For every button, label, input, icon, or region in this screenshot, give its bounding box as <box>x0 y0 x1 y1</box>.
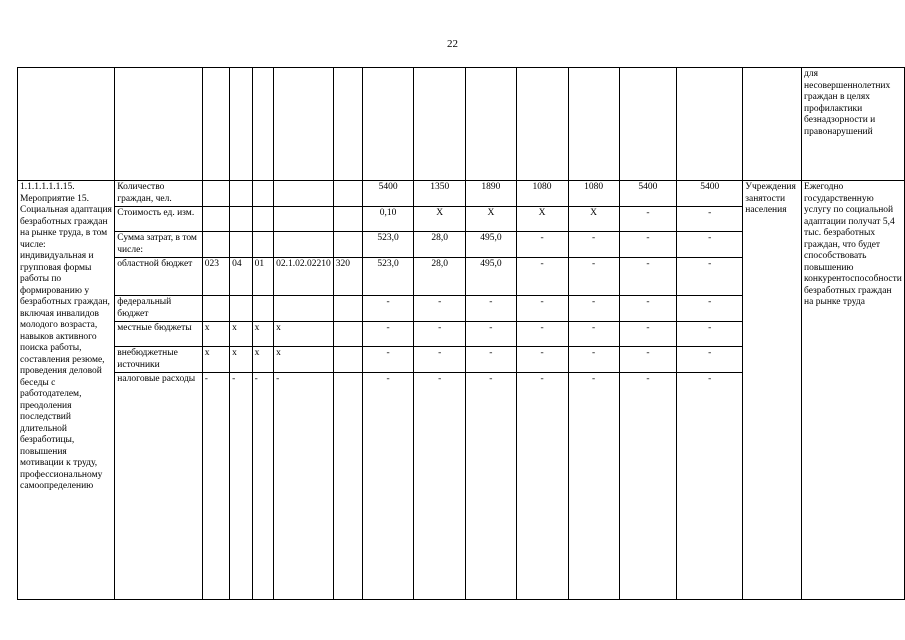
empty-cell <box>274 68 334 181</box>
value-cell: - <box>619 347 677 373</box>
value-cell: - <box>619 258 677 296</box>
empty-cell <box>414 68 466 181</box>
value-cell: Х <box>414 207 466 232</box>
code-cell: х <box>274 322 334 347</box>
row-label-cell: Стоимость ед. изм. <box>115 207 202 232</box>
code-cell: х <box>202 347 229 373</box>
empty-cell <box>362 68 413 181</box>
value-cell: - <box>568 373 619 600</box>
value-cell: - <box>677 322 743 347</box>
value-cell: - <box>466 373 516 600</box>
value-cell: - <box>362 373 413 600</box>
code-cell: х <box>202 322 229 347</box>
value-cell: 28,0 <box>414 258 466 296</box>
empty-cell <box>619 68 677 181</box>
row-label-cell: внебюджетные источники <box>115 347 202 373</box>
code-cell <box>274 296 334 322</box>
value-cell: - <box>516 322 568 347</box>
value-cell: 523,0 <box>362 232 413 258</box>
value-cell: - <box>677 207 743 232</box>
value-cell: - <box>677 232 743 258</box>
code-cell: - <box>202 373 229 600</box>
value-cell: - <box>677 258 743 296</box>
value-cell: - <box>568 347 619 373</box>
code-cell: х <box>274 347 334 373</box>
code-cell: 04 <box>230 258 252 296</box>
value-cell: - <box>619 373 677 600</box>
program-table <box>17 67 905 600</box>
continuation-row <box>18 68 905 181</box>
value-cell: 28,0 <box>414 232 466 258</box>
empty-cell <box>115 68 202 181</box>
code-cell: 01 <box>252 258 274 296</box>
code-cell <box>274 232 334 258</box>
value-cell: - <box>677 296 743 322</box>
value-cell: - <box>619 232 677 258</box>
result-cell: Ежегодно государственную услугу по социальной адаптации получат 5,4 тыс. безработных граждан, что будет способствовать повышению конкурентоспособности безработных граждан на рынке труда <box>802 181 905 600</box>
empty-cell <box>466 68 516 181</box>
code-cell: 023 <box>202 258 229 296</box>
empty-cell <box>568 68 619 181</box>
empty-cell <box>743 68 802 181</box>
code-cell <box>333 232 362 258</box>
code-cell <box>333 322 362 347</box>
value-cell: - <box>568 258 619 296</box>
row-label-cell: местные бюджеты <box>115 322 202 347</box>
empty-cell <box>677 68 743 181</box>
code-cell <box>252 232 274 258</box>
value-cell: - <box>619 296 677 322</box>
code-cell <box>230 296 252 322</box>
value-cell: - <box>568 322 619 347</box>
code-cell: - <box>274 373 334 600</box>
value-cell: 523,0 <box>362 258 413 296</box>
code-cell: 02.1.02.02210 <box>274 258 334 296</box>
code-cell <box>333 296 362 322</box>
executor-cell: Учреждения занятости населения <box>743 181 802 600</box>
value-cell: Х <box>516 207 568 232</box>
value-cell: 0,10 <box>362 207 413 232</box>
code-cell <box>252 181 274 207</box>
code-cell <box>230 207 252 232</box>
value-cell: - <box>619 207 677 232</box>
value-cell: - <box>414 347 466 373</box>
value-cell: - <box>362 322 413 347</box>
value-cell: 1080 <box>568 181 619 207</box>
page-number: 22 <box>447 38 458 50</box>
code-cell <box>333 207 362 232</box>
value-cell: - <box>568 296 619 322</box>
code-cell: х <box>230 347 252 373</box>
code-cell <box>333 373 362 600</box>
empty-cell <box>252 68 274 181</box>
value-cell: 1890 <box>466 181 516 207</box>
code-cell: х <box>230 322 252 347</box>
empty-cell <box>333 68 362 181</box>
code-cell <box>202 296 229 322</box>
empty-cell <box>230 68 252 181</box>
value-cell: - <box>677 347 743 373</box>
value-cell: - <box>568 232 619 258</box>
value-cell: - <box>466 347 516 373</box>
value-cell: - <box>466 296 516 322</box>
code-cell <box>333 181 362 207</box>
value-cell: - <box>677 373 743 600</box>
value-cell: - <box>466 322 516 347</box>
value-cell: - <box>362 296 413 322</box>
value-cell: - <box>516 347 568 373</box>
value-cell: 5400 <box>362 181 413 207</box>
code-cell <box>230 232 252 258</box>
code-cell: х <box>252 347 274 373</box>
code-cell <box>252 296 274 322</box>
table-row <box>18 181 905 207</box>
value-cell: 5400 <box>619 181 677 207</box>
code-cell: 320 <box>333 258 362 296</box>
code-cell <box>252 207 274 232</box>
value-cell: - <box>414 373 466 600</box>
value-cell: - <box>414 322 466 347</box>
value-cell: - <box>362 347 413 373</box>
row-label-cell: федеральный бюджет <box>115 296 202 322</box>
continuation-note-cell: для несовершеннолетних граждан в целях профилактики безнадзорности и правонарушений <box>802 68 905 181</box>
value-cell: Х <box>466 207 516 232</box>
row-label-cell: Сумма затрат, в том числе: <box>115 232 202 258</box>
value-cell: - <box>619 322 677 347</box>
empty-cell <box>516 68 568 181</box>
code-cell <box>230 181 252 207</box>
value-cell: - <box>516 258 568 296</box>
row-label-cell: налоговые расходы <box>115 373 202 600</box>
value-cell: 1080 <box>516 181 568 207</box>
code-cell <box>333 347 362 373</box>
code-cell <box>202 207 229 232</box>
value-cell: Х <box>568 207 619 232</box>
value-cell: 1350 <box>414 181 466 207</box>
code-cell: - <box>252 373 274 600</box>
code-cell <box>202 181 229 207</box>
value-cell: 5400 <box>677 181 743 207</box>
event-title-cell: 1.1.1.1.1.1.15. Мероприятие 15. Социальная адаптация безработных граждан на рынке труда, в том числе: индивидуальная и групповая формы работы по формированию у безработных граждан, включая инвалидов молодого возраста, навыков активного поиска работы, составления резюме, проведения деловой беседы с работодателем, преодоления последствий длительной безработицы, повышения мотивации к труду, профессиональному самоопределению <box>18 181 115 600</box>
value-cell: - <box>516 232 568 258</box>
empty-cell <box>18 68 115 181</box>
value-cell: - <box>516 373 568 600</box>
empty-cell <box>202 68 229 181</box>
value-cell: 495,0 <box>466 258 516 296</box>
row-label-cell: областной бюджет <box>115 258 202 296</box>
value-cell: - <box>516 296 568 322</box>
value-cell: 495,0 <box>466 232 516 258</box>
row-label-cell: Количество граждан, чел. <box>115 181 202 207</box>
code-cell: х <box>252 322 274 347</box>
value-cell: - <box>414 296 466 322</box>
code-cell <box>274 207 334 232</box>
code-cell <box>274 181 334 207</box>
code-cell <box>202 232 229 258</box>
code-cell: - <box>230 373 252 600</box>
